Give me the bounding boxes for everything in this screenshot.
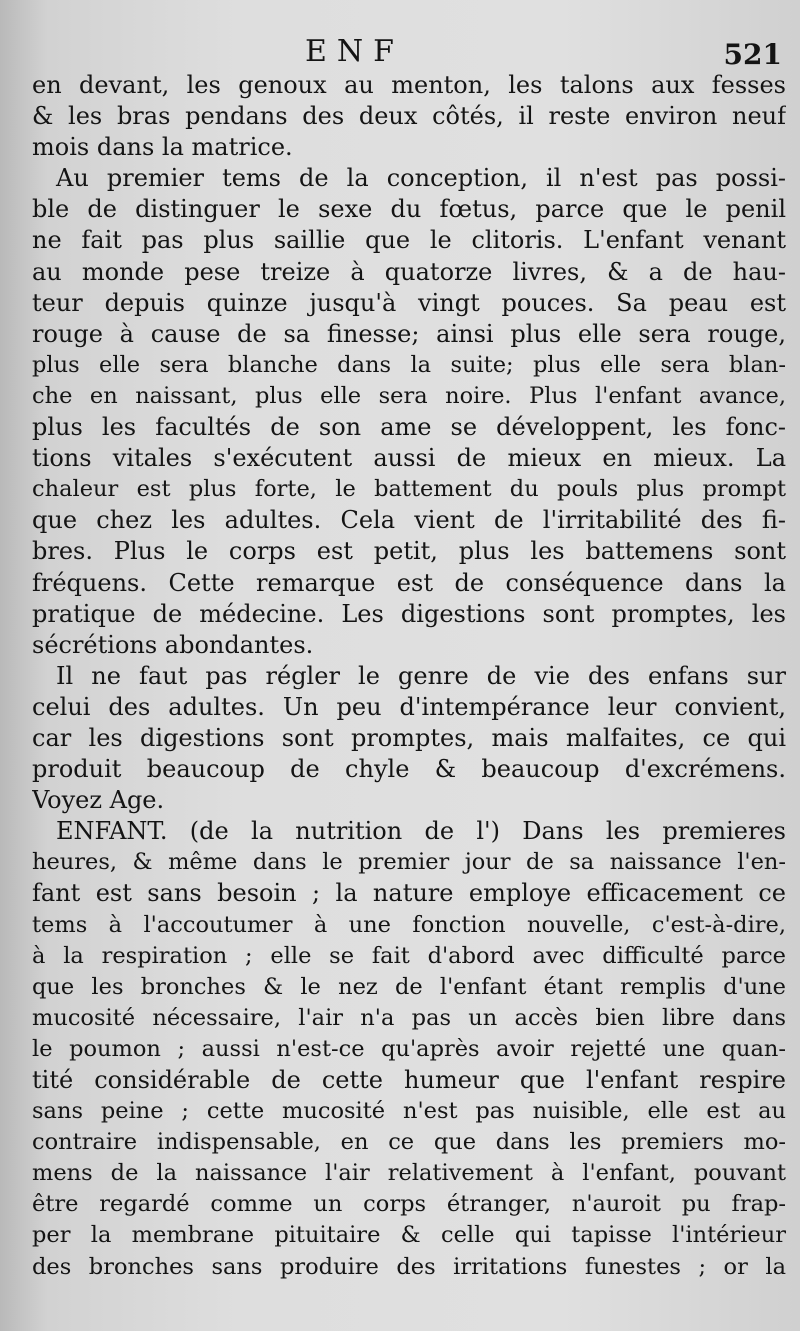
text-line: que chez les adultes. Cela vient de l'irritabilité des fi- bbox=[32, 506, 786, 535]
page-header bbox=[0, 34, 800, 74]
text-line: Il ne faut pas régler le genre de vie des enfans sur bbox=[56, 661, 786, 690]
text-line: car les digestions sont promptes, mais malfaites, ce qui bbox=[32, 723, 786, 752]
text-line: per la membrane pituitaire & celle qui tapisse l'intérieur bbox=[32, 1222, 786, 1249]
text-line: mucosité nécessaire, l'air n'a pas un accès bien libre dans bbox=[32, 1004, 786, 1031]
text-line: le poumon ; aussi n'est-ce qu'après avoir rejetté une quan- bbox=[32, 1035, 786, 1062]
text-line: celui des adultes. Un peu d'intempérance leur convient, bbox=[32, 692, 786, 721]
text-line: tité considérable de cette humeur que l'enfant respire bbox=[32, 1066, 786, 1094]
text-line: heures, & même dans le premier jour de sa naissance l'en- bbox=[32, 849, 786, 876]
text-line: pratique de médecine. Les digestions sont promptes, les bbox=[32, 599, 786, 628]
page-number: 521 bbox=[723, 38, 782, 71]
text-line: plus elle sera blanche dans la suite; plus elle sera blan- bbox=[32, 351, 786, 378]
text-line: être regardé comme un corps étranger, n'auroit pu frap- bbox=[32, 1191, 786, 1218]
text-line: contraire indispensable, en ce que dans les premiers mo- bbox=[32, 1129, 786, 1156]
body-text bbox=[32, 70, 786, 1283]
text-line: produit beaucoup de chyle & beaucoup d'excrémens. bbox=[32, 755, 786, 784]
text-line: Voyez Age. bbox=[32, 786, 165, 815]
text-line: au monde pese treize à quatorze livres, & a de hau- bbox=[32, 257, 786, 286]
text-line: bres. Plus le corps est petit, plus les battemens sont bbox=[32, 537, 786, 566]
text-line: Au premier tems de la conception, il n'est pas possi- bbox=[56, 164, 786, 193]
text-line: sans peine ; cette mucosité n'est pas nuisible, elle est au bbox=[32, 1098, 786, 1125]
text-line: que les bronches & le nez de l'enfant étant remplis d'une bbox=[32, 973, 786, 1000]
text-line: fant est sans besoin ; la nature employe efficacement ce bbox=[32, 879, 786, 908]
text-line: tions vitales s'exécutent aussi de mieux en mieux. La bbox=[32, 444, 786, 473]
text-line: mens de la naissance l'air relativement à l'enfant, pouvant bbox=[32, 1160, 786, 1187]
text-line: sécrétions abondantes. bbox=[32, 630, 314, 659]
text-line: ne fait pas plus saillie que le clitoris. L'enfant venant bbox=[32, 226, 786, 255]
text-line: des bronches sans produire des irritations funestes ; or la bbox=[32, 1253, 786, 1280]
running-head: ENF bbox=[305, 34, 404, 69]
text-line: tems à l'accoutumer à une fonction nouvelle, c'est-à-dire, bbox=[32, 911, 786, 938]
text-line: che en naissant, plus elle sera noire. Plus l'enfant avance, bbox=[32, 382, 786, 409]
text-line: ble de distinguer le sexe du fœtus, parce que le penil bbox=[32, 195, 786, 224]
text-line: plus les facultés de son ame se développent, les fonc- bbox=[32, 413, 786, 442]
text-line: ENFANT. (de la nutrition de l') Dans les premieres bbox=[56, 817, 786, 846]
text-line: chaleur est plus forte, le battement du pouls plus prompt bbox=[32, 476, 786, 503]
text-line: mois dans la matrice. bbox=[32, 133, 293, 162]
text-line: & les bras pendans des deux côtés, il reste environ neuf bbox=[32, 102, 786, 131]
text-line: teur depuis quinze jusqu'à vingt pouces. Sa peau est bbox=[32, 288, 786, 317]
text-line: rouge à cause de sa finesse; ainsi plus elle sera rouge, bbox=[32, 319, 786, 348]
text-line: en devant, les genoux au menton, les talons aux fesses bbox=[32, 71, 786, 99]
text-line: à la respiration ; elle se fait d'abord avec difficulté parce bbox=[32, 942, 786, 969]
text-line: fréquens. Cette remarque est de conséquence dans la bbox=[32, 568, 786, 597]
